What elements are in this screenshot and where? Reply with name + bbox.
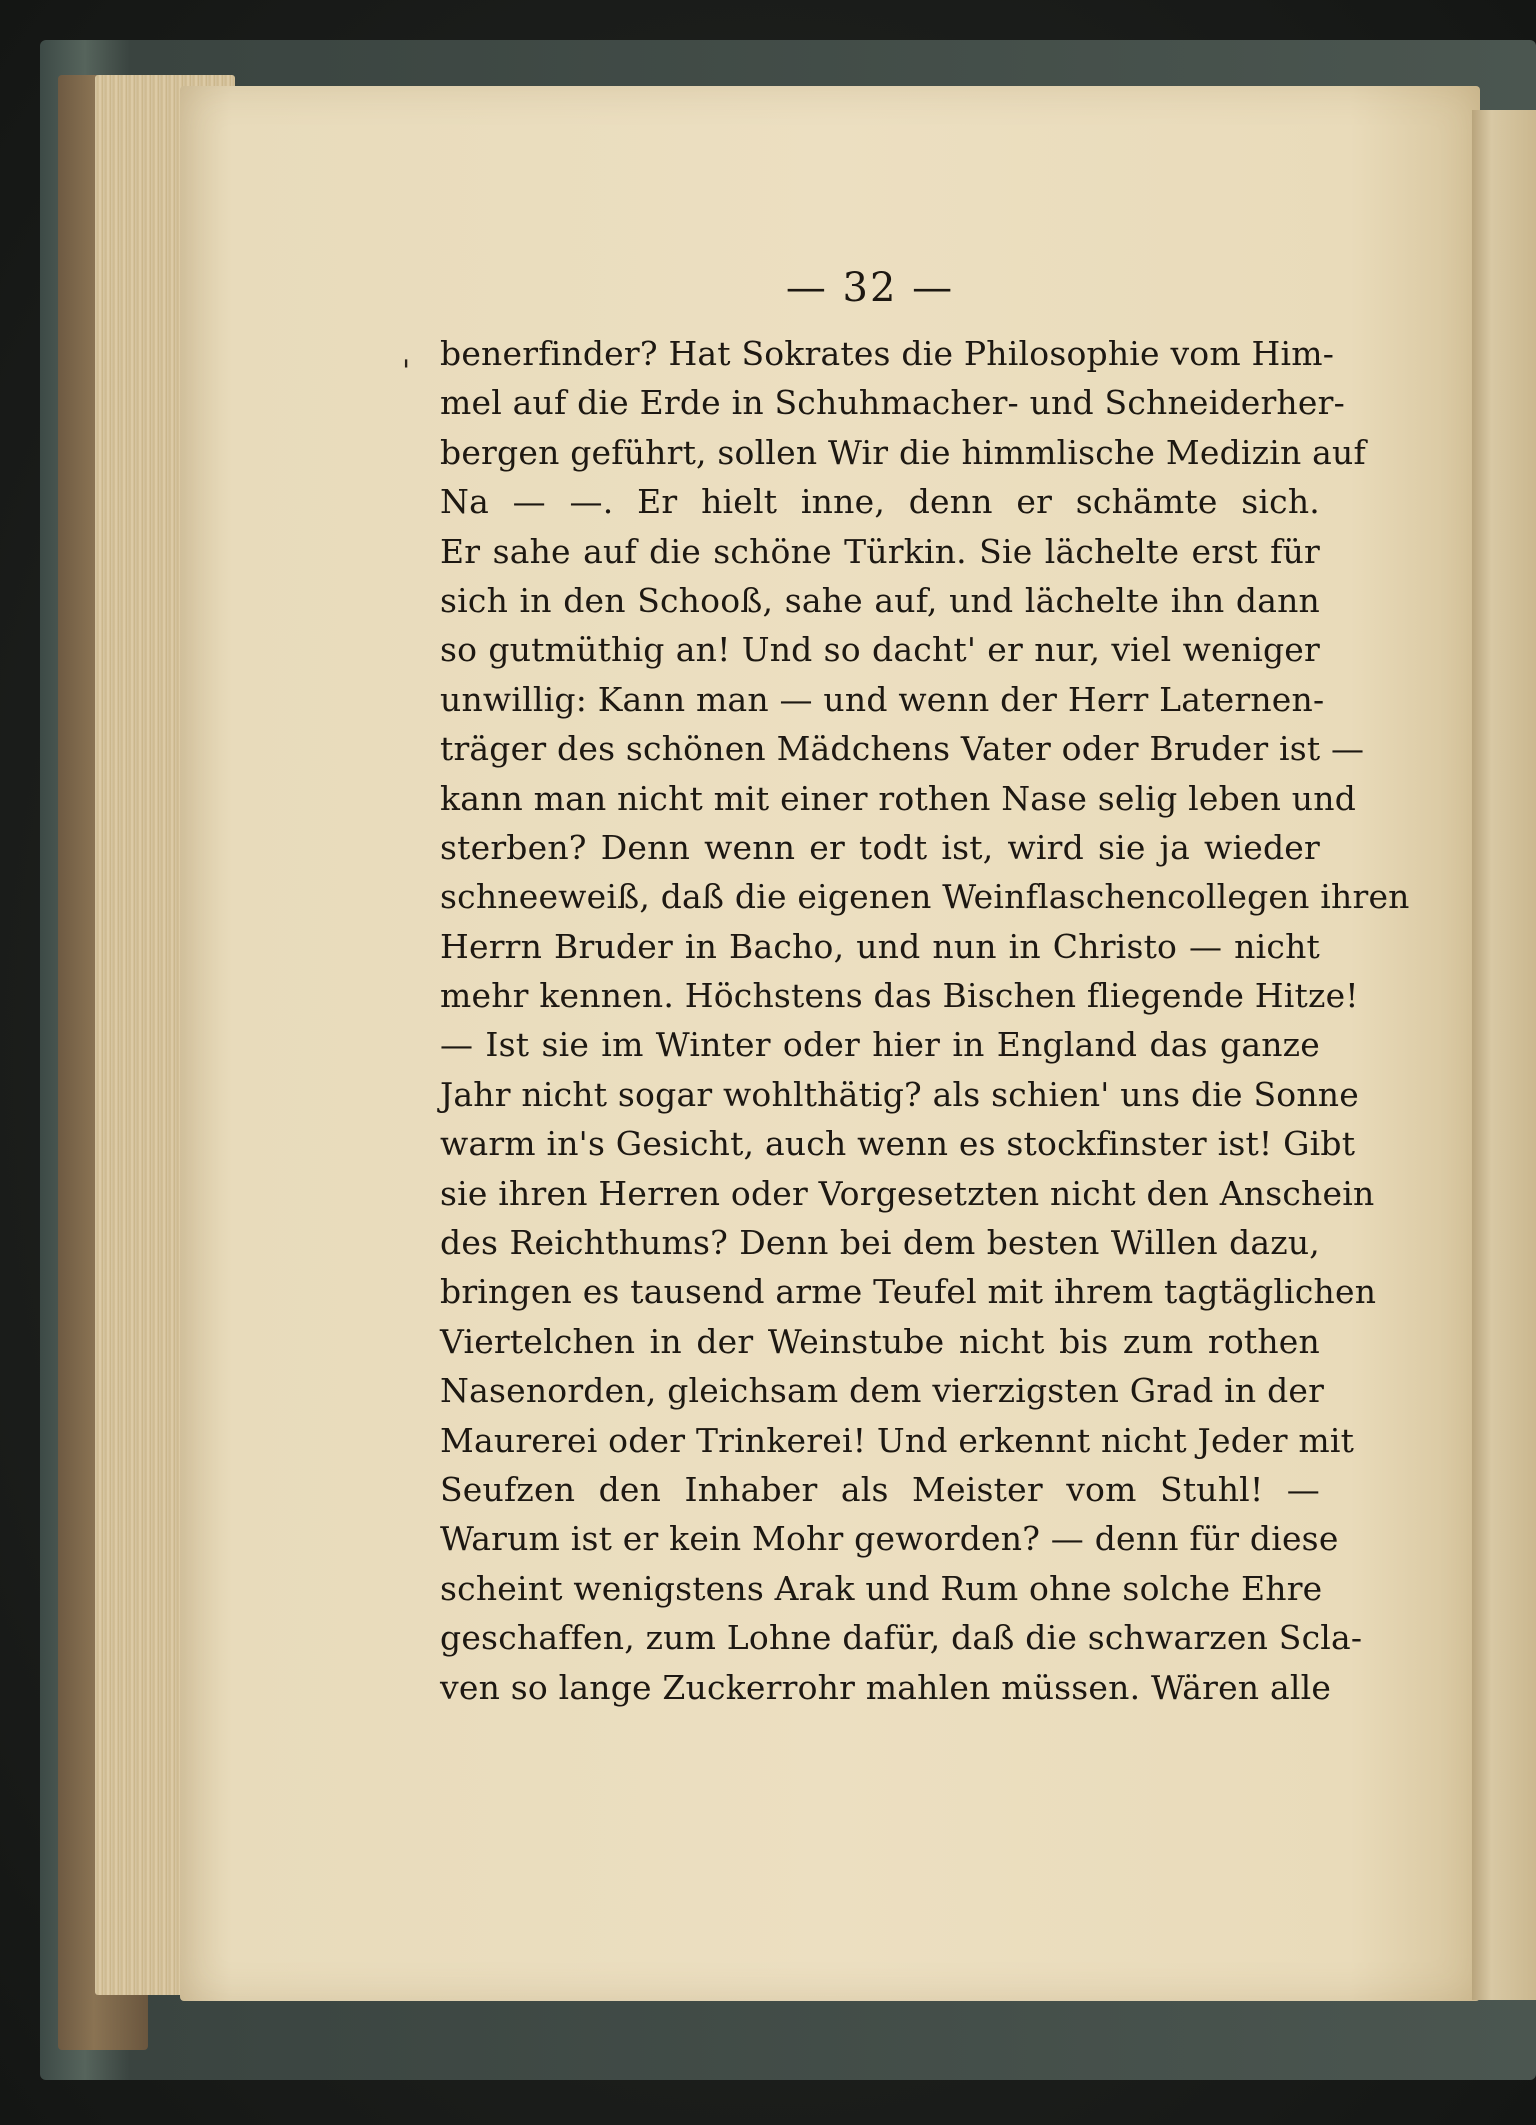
text-line: geschaffen, zum Lohne dafür, daß die schwarzen Scla- xyxy=(440,1618,1363,1658)
text-line: sie ihren Herren oder Vorgesetzten nicht den Anschein xyxy=(440,1173,1375,1213)
text-line: schneeweiß, daß die eigenen Weinflaschencollegen ihren xyxy=(440,877,1410,917)
text-line: Viertelchen in der Weinstube nicht bis zum rothen xyxy=(440,1321,1320,1361)
text-line: Na — —. Er hielt inne, denn er schämte sich. xyxy=(440,482,1320,522)
text-line: benerfinder? Hat Sokrates die Philosophie vom Him- xyxy=(440,334,1335,373)
text-line: Seufzen den Inhaber als Meister vom Stuhl! — xyxy=(440,1469,1320,1509)
text-line: warm in's Gesicht, auch wenn es stockfinster ist! Gibt xyxy=(440,1124,1356,1164)
text-line: mel auf die Erde in Schuhmacher- und Schneiderher- xyxy=(440,383,1345,423)
text-line: Maurerei oder Trinkerei! Und erkennt nicht Jeder mit xyxy=(440,1420,1355,1460)
page-number: — 32 — xyxy=(785,265,955,311)
text-line: Jahr nicht sogar wohlthätig? als schien' uns die Sonne xyxy=(440,1074,1359,1114)
text-line: bergen geführt, sollen Wir die himmlische Medizin auf xyxy=(440,432,1366,472)
text-line: des Reichthums? Denn bei dem besten Willen dazu, xyxy=(440,1223,1320,1263)
text-line: kann man nicht mit einer rothen Nase selig leben und xyxy=(440,778,1357,818)
text-line: scheint wenigstens Arak und Rum ohne solche Ehre xyxy=(440,1568,1323,1608)
text-lines xyxy=(440,329,1410,1712)
text-line: Er sahe auf die schöne Türkin. Sie lächelte erst für xyxy=(440,531,1320,571)
text-line: Warum ist er kein Mohr geworden? — denn für diese xyxy=(440,1519,1339,1559)
text-line: sterben? Denn wenn er todt ist, wird sie ja wieder xyxy=(440,827,1320,867)
text-line: bringen es tausend arme Teufel mit ihrem tagtäglichen xyxy=(440,1272,1377,1312)
text-line: unwillig: Kann man — und wenn der Herr Laternen- xyxy=(440,679,1325,719)
text-line: Herrn Bruder in Bacho, und nun in Christo — nicht xyxy=(440,926,1320,966)
text-line: Nasenorden, gleichsam dem vierzigsten Grad in der xyxy=(440,1371,1325,1411)
text-line: mehr kennen. Höchstens das Bischen fliegende Hitze! xyxy=(440,976,1359,1016)
margin-mark: ' xyxy=(402,354,411,389)
text-line: — Ist sie im Winter oder hier in England das ganze xyxy=(440,1025,1320,1065)
text-line: träger des schönen Mädchens Vater oder Bruder ist — xyxy=(440,729,1365,769)
text-line: ven so lange Zuckerrohr mahlen müssen. Wären alle xyxy=(440,1667,1332,1707)
facing-page-edge xyxy=(1472,110,1536,2000)
text-line: sich in den Schooß, sahe auf, und lächelte ihn dann xyxy=(440,580,1320,620)
page-text xyxy=(440,265,1410,1712)
text-line: so gutmüthig an! Und so dacht' er nur, viel weniger xyxy=(440,630,1320,670)
